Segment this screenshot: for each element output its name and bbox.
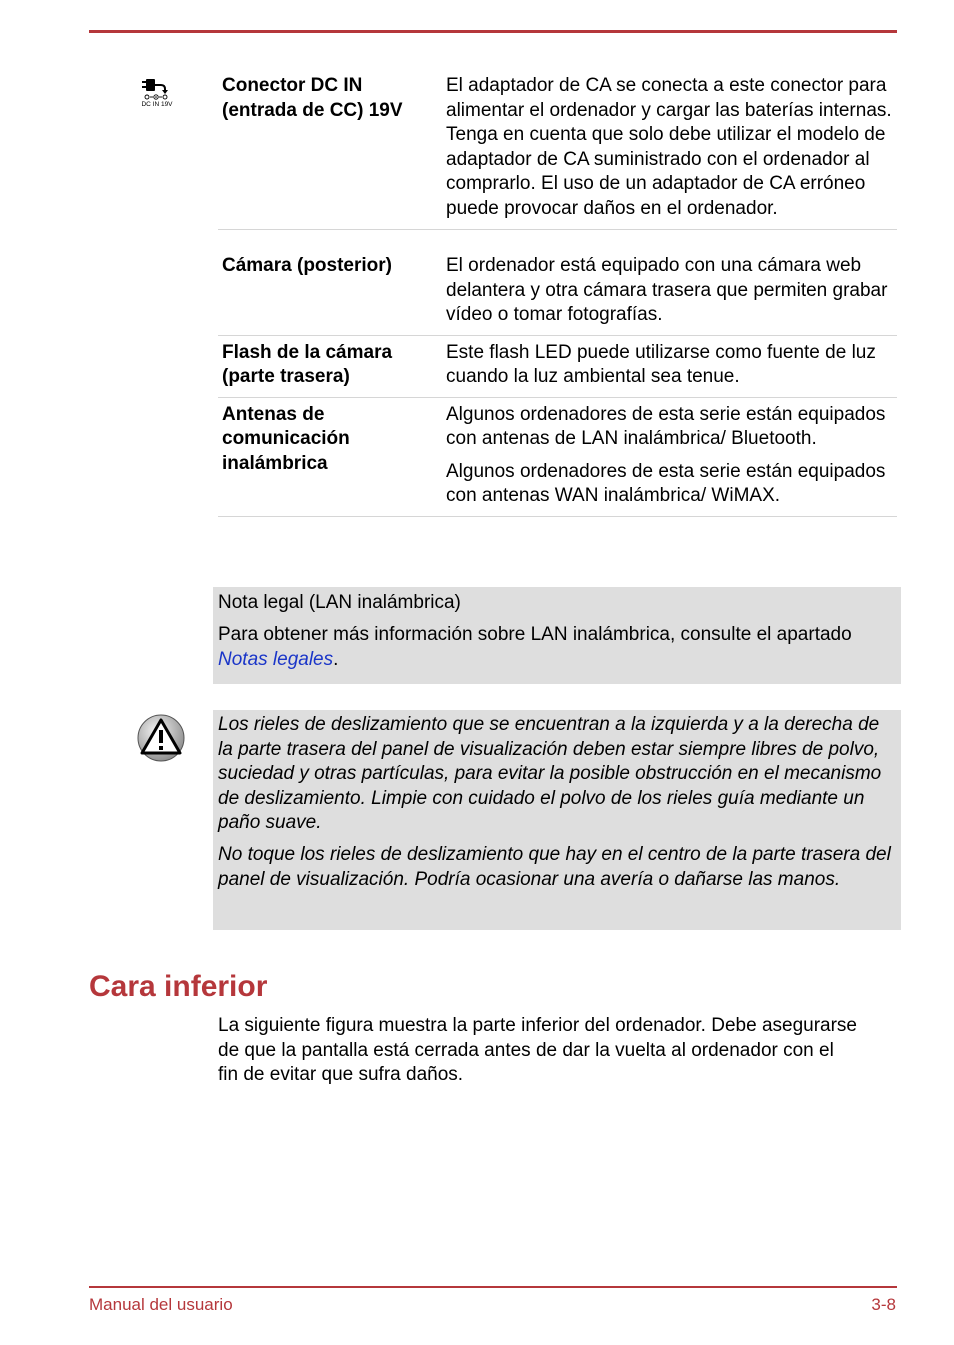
footer-rule <box>89 1286 897 1288</box>
header-rule <box>89 30 897 33</box>
row-description-text: Algunos ordenadores de esta serie están equipados con antenas WAN inalámbrica/ WiMAX. <box>446 460 886 506</box>
row-description <box>442 403 897 509</box>
row-description-text: Este flash LED puede utilizarse como fuente de luz cuando la luz ambiental sea tenue. <box>446 341 876 387</box>
page-number: 3-8 <box>871 1295 896 1314</box>
spec-table <box>218 74 897 517</box>
row-description-text: El ordenador está equipado con una cámara web delantera y otra cámara trasera que permiten grabar vídeo o tomar fotografías. <box>446 255 888 325</box>
row-description-text: Algunos ordenadores de esta serie están equipados con antenas de LAN inalámbrica/ Bluetooth. <box>446 403 886 449</box>
row-term: Flash de la cámara (parte trasera) <box>222 341 393 387</box>
legal-note <box>213 587 901 684</box>
row-term: Conector DC IN (entrada de CC) 19V <box>222 75 403 121</box>
table-row <box>218 74 897 230</box>
table-row <box>218 230 897 336</box>
warning-paragraph: Los rieles de deslizamiento que se encuentran a la izquierda y a la derecha de la parte trasera del panel de visualización deben estar siempre libres de polvo, suciedad y otras partículas, para evitar la posible obstrucción en el mecanismo de deslizamiento. Limpie con cuidado el polvo de los rieles guía mediante un paño suave. <box>218 714 882 833</box>
legal-note-body <box>218 623 898 672</box>
row-description <box>442 254 897 328</box>
warning-paragraph: No toque los rieles de deslizamiento que hay en el centro de la parte trasera del panel de visualización. Podría ocasionar una avería o dañarse las manos. <box>218 844 891 890</box>
legal-note-text: Para obtener más información sobre LAN inalámbrica, consulte el apartado <box>218 624 852 645</box>
legal-note-title: Nota legal (LAN inalámbrica) <box>218 592 461 613</box>
row-description <box>442 341 897 390</box>
row-term: Antenas de comunicación inalámbrica <box>222 403 350 474</box>
section-heading: Cara inferior <box>89 970 268 1003</box>
row-term: Cámara (posterior) <box>222 255 392 276</box>
dc-in-icon-label: DC IN 19V <box>141 101 173 108</box>
legal-notes-link[interactable]: Notas legales <box>218 648 334 670</box>
row-description-text: El adaptador de CA se conecta a este conector para alimentar el ordenador y cargar las baterías internas. Tenga en cuenta que solo debe utilizar el modelo de adaptador de CA suministrado con el ordenador al comprarlo. El uso de un adaptador de CA erróneo puede provocar daños en el ordenador. <box>446 75 892 219</box>
warning-note <box>213 710 901 930</box>
legal-note-suffix: . <box>333 648 339 670</box>
table-row <box>218 398 897 517</box>
table-row <box>218 336 897 398</box>
warning-icon <box>135 712 187 764</box>
section-body: La siguiente figura muestra la parte inferior del ordenador. Debe asegurarse de que la pantalla está cerrada antes de dar la vuelta al ordenador con el fin de evitar que sufra daños. <box>218 1015 857 1085</box>
footer-title: Manual del usuario <box>89 1295 233 1314</box>
row-description <box>442 74 897 221</box>
